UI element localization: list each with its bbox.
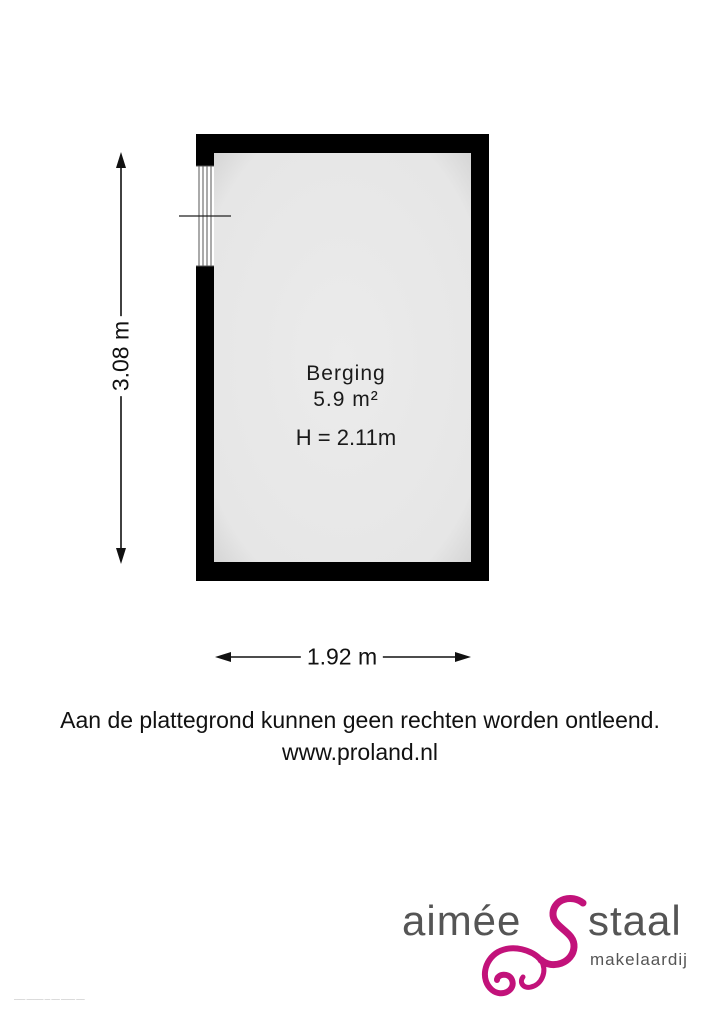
scale-note: ──── ────── ── ─── ───── ─── [14,997,85,1002]
logo-word-right: staal [588,897,682,944]
room-height: H = 2.11m [295,425,397,450]
website-text: www.proland.nl [282,739,438,765]
logo-word-left: aimée [402,897,522,944]
height-dimension-label: 3.08 m [108,316,135,396]
logo-subtitle: makelaardij [590,950,688,969]
disclaimer-text: Aan de plattegrond kunnen geen rechten worden ontleend. [60,707,660,733]
width-dimension-label: 1.92 m [301,644,383,671]
room-name: Berging [306,362,386,385]
room-floor [214,153,471,562]
room-area: 5.9 m² [313,388,379,411]
